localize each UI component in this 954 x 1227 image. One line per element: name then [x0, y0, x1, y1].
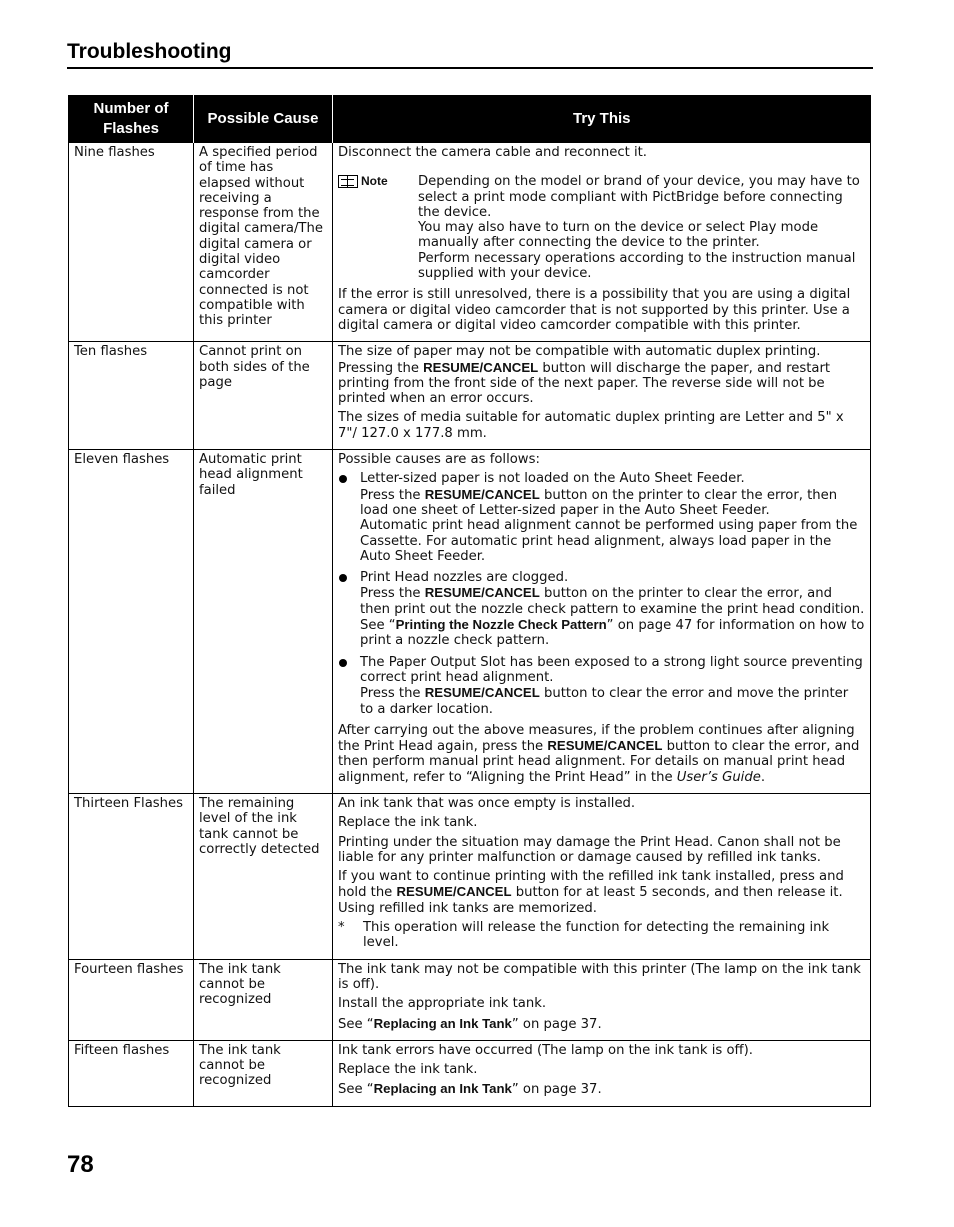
- text-run: See “: [338, 1016, 374, 1032]
- flashes-cell: Fourteen flashes: [69, 959, 194, 1040]
- list-item-text: [360, 617, 865, 649]
- solution-text: Disconnect the camera cable and reconnect it.: [338, 145, 647, 160]
- text-run: button on the printer to clear the error, then load one sheet of Letter-sized paper in the Auto Sheet Feeder.: [360, 487, 838, 518]
- footnote-mark: *: [338, 920, 345, 936]
- try-this-cell: [333, 959, 871, 1040]
- cause-list: [338, 471, 865, 716]
- button-name: RESUME/CANCEL: [423, 359, 539, 375]
- cause-cell: The remaining level of the ink tank cannot be correctly detected: [194, 793, 333, 959]
- text-run: button will discharge the paper, and restart printing from the front side of the next paper. The reverse side will not be printed when an error occurs.: [338, 360, 831, 407]
- flashes-cell: Nine flashes: [69, 143, 194, 342]
- book-icon: [338, 175, 358, 188]
- note-text: You may also have to turn on the device or select Play mode manually after connecting the device to the printer.: [418, 220, 819, 251]
- try-this-cell: [333, 1040, 871, 1106]
- text-run: button to clear the error and move the printer to a darker location.: [360, 686, 849, 717]
- column-header-cause: Possible Cause: [194, 95, 333, 143]
- table-row: [69, 450, 871, 794]
- list-item-title: The Paper Output Slot has been exposed to a strong light source preventing correct print head alignment.: [360, 654, 863, 685]
- text-run: ” on page 47 for information on how to print a nozzle check pattern.: [360, 618, 865, 649]
- note-text: Perform necessary operations according to the instruction manual supplied with your device.: [418, 250, 856, 282]
- table-row: [69, 959, 871, 1040]
- solution-text: Ink tank errors have occurred (The lamp on the ink tank is off).: [338, 1042, 753, 1058]
- cause-cell: A specified period of time has elapsed without receiving a response from the digital camera/The digital camera or digital video camcorder connected is not compatible with this printer: [194, 143, 333, 342]
- try-this-cell: [333, 450, 871, 794]
- solution-text: [338, 723, 865, 785]
- solution-text: Install the appropriate ink tank.: [338, 996, 547, 1012]
- table-row: [69, 793, 871, 959]
- list-item: [338, 471, 865, 564]
- reference-link[interactable]: Printing the Nozzle Check Pattern: [395, 617, 607, 633]
- cause-cell: The ink tank cannot be recognized: [194, 1040, 333, 1106]
- page-number: 78: [67, 1151, 94, 1178]
- list-item-text: [360, 585, 865, 617]
- table-row: [69, 1040, 871, 1106]
- troubleshooting-table: [68, 95, 871, 1107]
- table-row: [69, 342, 871, 450]
- list-item-text: [360, 685, 865, 717]
- solution-text: [338, 1081, 865, 1097]
- reference-link[interactable]: Replacing an Ink Tank: [373, 1015, 512, 1031]
- text-run: Press the: [360, 487, 421, 503]
- button-name: RESUME/CANCEL: [424, 685, 540, 701]
- text-run: ” on page 37.: [511, 1082, 602, 1098]
- text-run: button on the printer to clear the error, and then print out the nozzle check pattern to examine the print head condition.: [360, 586, 865, 617]
- title-rule: [67, 67, 873, 69]
- text-run: If you want to continue printing with the refilled ink tank installed, press and hold the: [338, 869, 844, 901]
- list-item: [338, 655, 865, 717]
- text-run: .: [760, 769, 766, 785]
- solution-text: Printing under the situation may damage the Print Head. Canon shall not be liable for any printer malfunction or damage caused by refilled ink tanks.: [338, 834, 841, 865]
- cause-cell: Automatic print head alignment failed: [194, 450, 333, 794]
- solution-text: If the error is still unresolved, there is a possibility that you are using a digital camera or digital video camcorder that is not supported by this printer. Use a digital camera or digital video camcorder compatible with this printer.: [338, 287, 851, 333]
- note-block: [338, 174, 865, 281]
- list-item-text: Automatic print head alignment cannot be performed using paper from the Cassette. For automatic print head alignment, always load paper in the Auto Sheet Feeder.: [360, 518, 858, 564]
- button-name: RESUME/CANCEL: [424, 486, 540, 502]
- note-label-text: Note: [361, 174, 388, 189]
- try-this-cell: [333, 793, 871, 959]
- table-header-row: [69, 95, 871, 143]
- solution-text: [338, 869, 865, 916]
- solution-text: [338, 1016, 865, 1032]
- note-label: [338, 174, 418, 281]
- list-item-text: [360, 487, 865, 519]
- footnote-text: This operation will release the function for detecting the remaining ink level.: [363, 920, 830, 951]
- text-run: See “: [360, 618, 396, 634]
- column-header-try-this: Try This: [333, 95, 871, 143]
- note-text: Depending on the model or brand of your device, you may have to select a print mode compliant with PictBridge before connecting the device.: [418, 174, 860, 220]
- page-title: Troubleshooting: [67, 40, 232, 63]
- solution-text: Replace the ink tank.: [338, 815, 478, 831]
- text-run: Press the: [360, 586, 421, 602]
- solution-text: The ink tank may not be compatible with this printer (The lamp on the ink tank is off).: [338, 961, 861, 992]
- try-this-cell: [333, 342, 871, 450]
- list-item-title: Print Head nozzles are clogged.: [360, 570, 569, 586]
- flashes-cell: Ten flashes: [69, 342, 194, 450]
- button-name: RESUME/CANCEL: [424, 585, 540, 601]
- flashes-cell: Fifteen flashes: [69, 1040, 194, 1106]
- flashes-cell: Thirteen Flashes: [69, 793, 194, 959]
- solution-text: An ink tank that was once empty is installed.: [338, 795, 636, 811]
- try-this-cell: [333, 143, 871, 342]
- solution-text: Possible causes are as follows:: [338, 452, 540, 468]
- guide-title: User’s Guide: [676, 769, 761, 785]
- list-item-title: Letter-sized paper is not loaded on the Auto Sheet Feeder.: [360, 471, 745, 487]
- solution-text: The sizes of media suitable for automatic duplex printing are Letter and 5" x 7"/ 127.0 x 177.8 mm.: [338, 410, 844, 441]
- flashes-cell: Eleven flashes: [69, 450, 194, 794]
- list-item: [338, 570, 865, 648]
- text-run: The size of paper may not be compatible with automatic duplex printing. Pressing the: [338, 344, 821, 376]
- cause-cell: The ink tank cannot be recognized: [194, 959, 333, 1040]
- text-run: ” on page 37.: [511, 1016, 602, 1032]
- text-run: button for at least 5 seconds, and then release it. Using refilled ink tanks are memorized.: [338, 885, 843, 916]
- column-header-flashes: Number of Flashes: [69, 95, 194, 143]
- footnote: [338, 920, 865, 951]
- text-run: Press the: [360, 686, 421, 702]
- text-run: button to clear the error, and then perform manual print head alignment. For details on manual print head alignment, refer to “Aligning the Print Head” in the: [338, 739, 860, 785]
- solution-text: [338, 344, 865, 406]
- cause-cell: Cannot print on both sides of the page: [194, 342, 333, 450]
- solution-text: Replace the ink tank.: [338, 1062, 478, 1078]
- reference-link[interactable]: Replacing an Ink Tank: [373, 1081, 512, 1097]
- button-name: RESUME/CANCEL: [396, 884, 512, 900]
- table-row: [69, 143, 871, 342]
- note-body: [418, 174, 865, 281]
- text-run: After carrying out the above measures, if the problem continues after aligning the Print Head again, press the: [338, 722, 855, 755]
- button-name: RESUME/CANCEL: [547, 738, 663, 754]
- text-run: See “: [338, 1082, 374, 1098]
